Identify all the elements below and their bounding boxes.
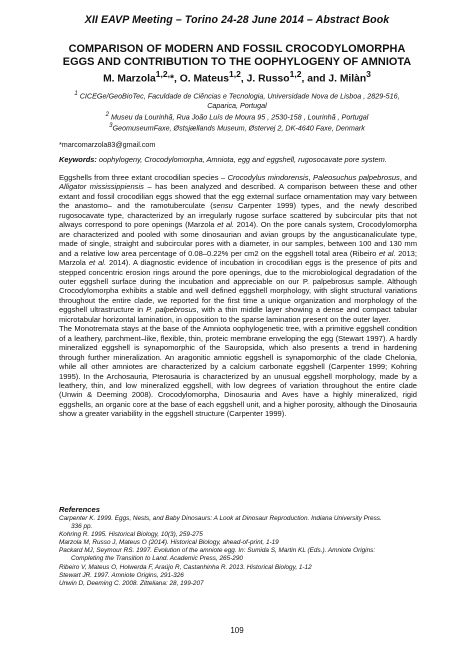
italic-term: et al. [88,258,107,268]
italic-term: et al. [217,220,235,230]
author-list [0,68,474,85]
author-affiliation-mark: 3 [366,69,371,79]
text-run: Eggshells from three extant crocodilian species – [59,173,228,182]
text-run: Carpenter 1999) types, and the newly described rugosocavate type, characterized by an irregularly rugose surface scattered by subcircular pits that not always correspond to pore openings (Marzola [59,201,417,230]
reference-item [59,531,417,539]
author-affiliation-mark: 1,2, [155,69,171,79]
reference-text: Ribeiro V, Mateus O, Holwerda F, Araújo R, Castanhinha R. 2013. Historical Biology, 1-12 [59,563,312,571]
species-name: Alligator mississippiensis [59,182,144,192]
reference-text: Stewart JR. 1997. Amniote Origins, 291-326 [59,571,184,579]
abstract-paragraph-1 [59,173,417,324]
abstract-body [59,173,417,419]
keywords-text: oophylogeny, Crocodylomorpha, Amniota, egg and eggshell, rugosocavate pore system. [96,155,387,164]
affiliation-number: 2 [105,111,109,118]
keywords-label: Keywords: [59,155,97,164]
reference-item [59,564,417,572]
author-name: J. Milàn [328,73,367,85]
affiliation-number: 1 [74,91,78,97]
text-run: – has been analyzed and described. A comparison between these and other extant and fossil crocodilian eggs showed that the egg external surface ornamentation may vary between the anastomo– and the ramotuberculate ( [59,182,418,211]
species-name: Paleosuchus palpebrosus [313,173,400,182]
reference-text-cont: 336 pp. [71,523,93,531]
affiliation-1 [0,90,474,101]
author-name: M. Marzola [103,73,156,85]
author-affiliation-mark: 1,2 [228,69,241,79]
author-affiliation-mark: 1,2 [289,69,302,79]
reference-item [59,572,417,580]
italic-term: et al. [378,248,396,258]
paper-title-line-2: EGGS AND CONTRIBUTION TO THE OOPHYLOGENY OF AMNIOTA [62,55,412,68]
species-name: P. palpebrosus [146,305,197,315]
reference-text: Packard MJ, Seymour RS. 1997. Evolution of the amniote egg. In: Sumida S, Martin KL (Eds.). Amniote Origins: [59,547,376,555]
author-separator: , [240,73,247,85]
affiliation-text: Museu da Lourinhã, Rua João Luís de Moura 95 , 2530-158 , Lourinhã , Portugal [111,111,369,121]
references-section [59,505,417,588]
text-run: 2014). On the pore canals system, Crocodylomorpha are characterized and pooled with some dinosaurian and avian groups by the angusticanaliculate type, made of single, straight and subcircular pores with a diameter, in our samples, between 100 and 130 mm and a relative low area percentage of 0.08–0.22% per cm2 on the eggshell total area (Ribeiro [59,220,417,258]
affiliation-text: CICEGe/GeoBioTec, Faculdade de Ciências e Tecnologia, Universidade Nova de Lisboa , 2829-516, [79,91,400,101]
reference-text: Kohring R. 1995. Historical Biology, 10(3), 259-275 [59,531,203,539]
text-run: 2014). A diagnostic evidence of incubation in crocodilian eggs is the presence of pits and stepped concentric erosion rings around the pore openings, due to the microbiological degradation of the outer eggshell surface during the incubation and appreciable on our P. palpebrosus sample. Although Crocodylomorpha exhibits a stable and well defined eggshell morphology, with slight structural variations throughout the entire clade, we reported for the first time a unique organization and morphology of the eggshell ultrastructure in [59,258,417,315]
text-run: , and [399,173,417,182]
text-run: , with a thin middle layer showing a dense and compact tabular microtabular horizontal lamination, in opposition to the sparse lamination present on the outer layer. [59,305,417,324]
title-block [0,43,474,85]
author-name: J. Russo [246,73,290,85]
references-heading: References [59,505,100,514]
reference-text: Marzola M, Russo J, Mateus O (2014). Historical Biology, ahead-of-print, 1-19 [59,539,279,547]
paper-title-line-1: COMPARISON OF MODERN AND FOSSIL CROCODYLOMORPHA [68,43,406,55]
meeting-header: XII EAVP Meeting – Torino 24-28 June 2014 – Abstract Book [84,14,390,26]
species-name: Crocodylus mindorensis [227,173,309,182]
affiliation-1-cont: Caparica, Portugal [207,100,267,110]
affiliation-text: GeomuseumFaxe, Østsjællands Museum, Østervej 2, DK-4640 Faxe, Denmark [112,122,365,132]
affiliation-2 [0,111,474,122]
author-separator: *, [170,73,180,85]
reference-item [59,580,417,588]
keywords [59,155,387,164]
abstract-paragraph-2: The Monotremata stays at the base of the Amniota oophylogenetic tree, with a primitive eggshell condition of a leathery, parchment–like, flexible, thin, proteic membrane enveloping the egg (Stewart 1997). A hardly mineralized eggshell is synapomorphic of the Sauropsida, which also presents a trend in hardening through further mineralization. An aragonitic amniotic eggshell is synapomorphic of the clade Chelonia, while all other amniotes are characterized by a calcium carbonate eggshell (Carpenter 1999; Kohring 1995). In the Archosauria, Pterosauria is characterized by an unusual eggshell morphology, made by a leathery, thin, and low mineralized eggshell, with low degrees of variation throughout the entire clade (Unwin & Deeming 2008). Crocodylomorpha, Dinosauria and Aves have a highly mineralized, rigid eggshells, an organic core at the base of each eggshell unit, and a higher porosity, although the Dinosauria show a greater variability in the eggshell structure (Carpenter 1999). [59,324,417,419]
reference-item [59,515,417,531]
page-number: 109 [230,626,244,635]
contact-email: *marcomarzola83@gmail.com [59,140,156,149]
text-run: , [308,173,314,182]
text-run: 2013; Marzola [59,248,417,268]
affiliation-3 [0,122,474,133]
reference-text: Carpenter K. 1999. Eggs, Nests, and Baby Dinosaurs: A Look at Dinosaur Reproduction. Indiana University Press. [59,515,382,522]
affiliation-number: 3 [109,122,113,129]
author-separator: , and [301,73,329,85]
reference-text: Unwin D, Deeming C. 2008. Zitteliana: 28, 199-207 [59,579,204,587]
reference-item [59,547,417,563]
author-name: O. Mateus [179,73,229,85]
italic-term: sensu [212,201,233,211]
reference-item [59,539,417,547]
affiliations [0,90,474,133]
reference-text-cont: Completing the Transition to Land. Academic Press, 265-290 [71,555,243,563]
